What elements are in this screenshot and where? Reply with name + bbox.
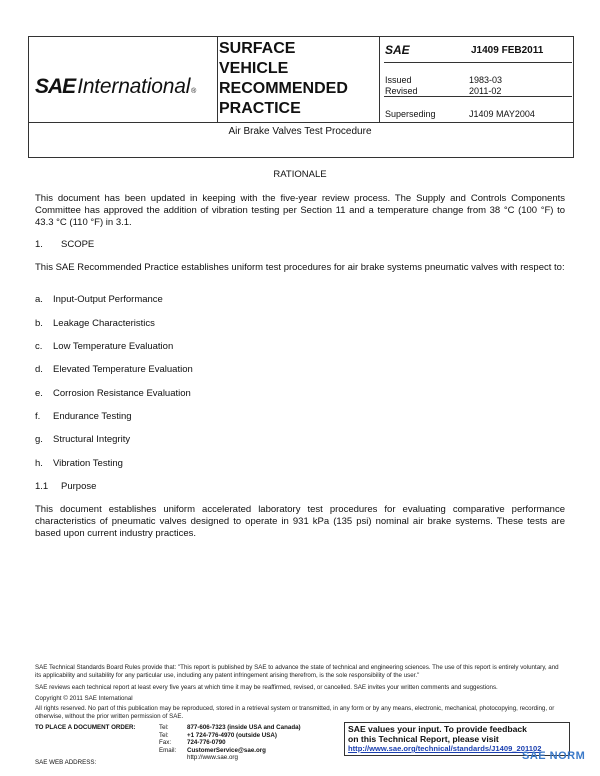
order-row-value: 877-606-7323 (inside USA and Canada) (187, 724, 301, 731)
doc-number: J1409 FEB2011 (471, 45, 544, 56)
list-item-text: Leakage Characteristics (53, 318, 155, 329)
purpose-paragraph: This document establishes uniform accelerated laboratory test procedures for evaluating comparative performance characteristics of pneumatic valves designed to operate in 931 kPa (135 psi) nominal air brake systems. These tests are based upon current industry practices. (35, 504, 565, 539)
order-row[interactable] (159, 754, 339, 762)
list-item-text: Structural Integrity (53, 434, 131, 445)
meta-rule (384, 96, 572, 97)
web-address-label: SAE WEB ADDRESS: (35, 759, 97, 766)
list-item (35, 294, 565, 306)
list-item (35, 411, 565, 423)
order-contact-list (159, 724, 339, 762)
feedback-link[interactable]: http://www.sae.org/technical/standards/J1409_201102 (348, 744, 542, 753)
list-item-label: a. (35, 294, 43, 305)
order-row (159, 724, 339, 732)
order-row (159, 747, 339, 755)
doc-sae-mark: SAE (385, 43, 410, 57)
document-number (385, 43, 573, 63)
document-type-title (219, 39, 381, 119)
list-item-text: Endurance Testing (53, 411, 132, 422)
rights-notice: All rights reserved. No part of this publication may be reproduced, stored in a retrieval system or transmitted, in any form or by any means, electronic, mechanical, photocopying, recording, or otherwise, without the prior written permission of SAE. (35, 705, 555, 720)
list-item-label: e. (35, 388, 43, 399)
logo-trademark: ® (191, 88, 197, 95)
list-item (35, 434, 565, 446)
order-row-value: 724-776-0790 (187, 739, 226, 747)
list-item-label: f. (35, 411, 41, 422)
list-item-text: Vibration Testing (53, 458, 123, 469)
list-item-label: b. (35, 318, 43, 329)
list-item-label: h. (35, 458, 43, 469)
document-header (28, 36, 574, 158)
order-row (159, 739, 339, 747)
order-row-value: +1 724-776-4970 (outside USA) (187, 731, 277, 739)
list-item-text: Elevated Temperature Evaluation (53, 364, 193, 375)
list-item-label: d. (35, 364, 43, 375)
technical-standards-rules: SAE Technical Standards Board Rules provide that: "This report is published by SAE to advance the state of technical and engineering sciences. The use of this report is entirely voluntary, and its applicability and suitability for any particular use, including any patent infringement arising therefrom, is the sole responsibility of the user." (35, 664, 559, 679)
order-row-label: Tel: (159, 724, 169, 731)
section-number: 1. (35, 239, 43, 250)
superseding-value: J1409 MAY2004 (469, 109, 535, 119)
logo-sae: SAE (35, 75, 76, 98)
order-row-value: CustomerService@sae.org (187, 746, 266, 754)
scope-paragraph: This SAE Recommended Practice establishes uniform test procedures for air brake systems pneumatic valves with respect to: (35, 262, 565, 273)
order-row (159, 732, 339, 740)
section-title: Purpose (61, 481, 97, 492)
section-title: SCOPE (61, 239, 95, 250)
sae-international-logo (35, 75, 235, 101)
rationale-heading: RATIONALE (273, 169, 327, 180)
list-item-text: Corrosion Resistance Evaluation (53, 388, 191, 399)
issued-label: Issued (385, 75, 412, 85)
title-line: RECOMMENDED (219, 80, 348, 97)
issued-value: 1983-03 (469, 75, 503, 85)
list-item (35, 364, 565, 376)
purpose-heading (35, 481, 565, 493)
copyright-notice: Copyright © 2011 SAE International (35, 695, 133, 702)
review-notice: SAE reviews each technical report at least every five years at which time it may be reaffirmed, revised, or cancelled. SAE invites your written comments and suggestions. (35, 684, 498, 691)
feedback-line: SAE values your input. To provide feedback (348, 724, 527, 734)
feedback-line: on this Technical Report, please visit (348, 734, 499, 744)
list-item (35, 388, 565, 400)
list-item-label: g. (35, 434, 43, 445)
revised-value: 2011-02 (469, 86, 502, 96)
list-item (35, 341, 565, 353)
order-heading: TO PLACE A DOCUMENT ORDER: (35, 724, 136, 731)
sae-norm-watermark: SAE NORM (522, 750, 586, 762)
list-item (35, 458, 565, 470)
list-item-text: Input-Output Performance (53, 294, 163, 305)
title-line: SURFACE (219, 40, 296, 57)
order-row-label: Tel: (159, 731, 169, 739)
order-row-label: Email: (159, 746, 177, 754)
title-line: PRACTICE (219, 100, 301, 117)
scope-heading (35, 239, 565, 251)
revised-label: Revised (385, 86, 418, 96)
document-subtitle: Air Brake Valves Test Procedure (228, 126, 372, 137)
superseding-label: Superseding (385, 109, 436, 119)
rationale-paragraph: This document has been updated in keeping with the five-year review process. The Supply and Controls Components Committee has approved the addition of vibration testing per Section 11 and a temperature change from 38 °C (100 °F) to 43.3 °C (110 °F) in 3.1. (35, 193, 565, 228)
header-rule (29, 122, 573, 123)
list-item-text: Low Temperature Evaluation (53, 341, 174, 352)
list-item (35, 318, 565, 330)
meta-rule (384, 62, 572, 63)
order-row-label: Fax: (159, 739, 172, 747)
sae-website-link[interactable]: http://www.sae.org (187, 754, 238, 762)
list-item-label: c. (35, 341, 43, 352)
logo-international: International (77, 75, 191, 98)
section-number: 1.1 (35, 481, 49, 492)
title-line: VEHICLE (219, 60, 289, 77)
